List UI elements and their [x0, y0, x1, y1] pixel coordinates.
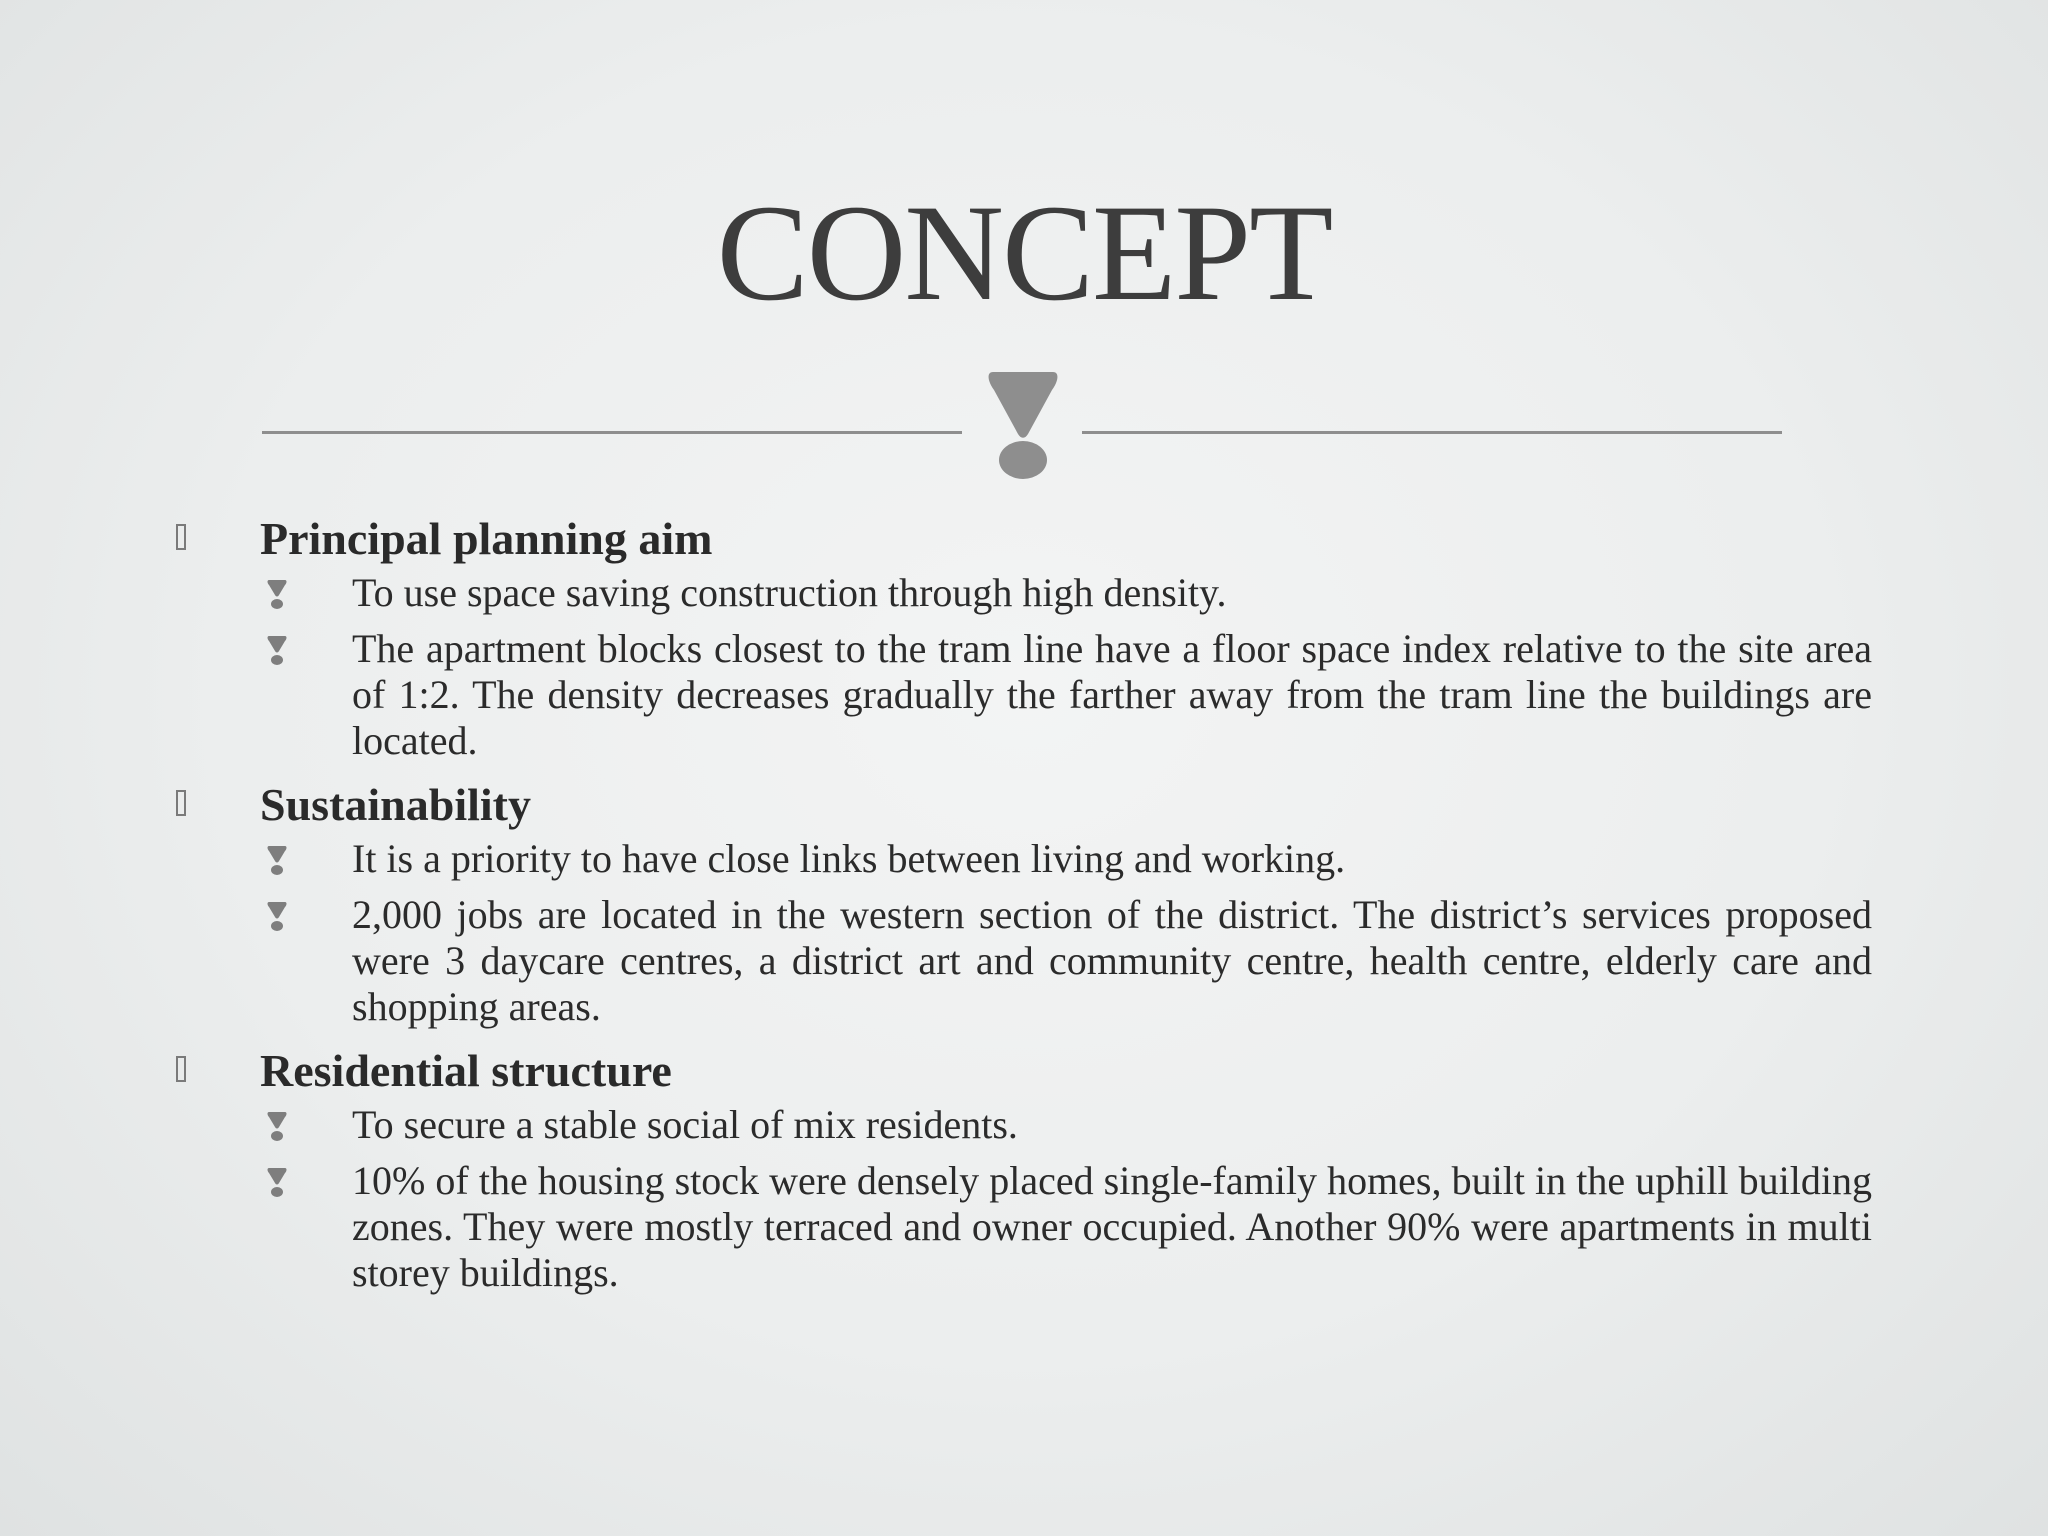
exclamation-bullet-icon [267, 846, 287, 876]
exclamation-bullet-icon [267, 902, 287, 932]
list-item-text: 2,000 jobs are located in the western section of the district. The district’s services proposed were 3 daycare centres, a district art and community centre, health centre, elderly care and shopping areas. [352, 892, 1872, 1029]
list-item [172, 1158, 1872, 1296]
section-heading-text: Sustainability [260, 779, 531, 830]
list-item [172, 892, 1872, 1030]
title-divider [262, 372, 1782, 482]
list-item-text: To secure a stable social of mix residents. [352, 1102, 1018, 1147]
list-item-text: To use space saving construction through high density. [352, 570, 1227, 615]
section-principal-planning-aim [172, 508, 1872, 764]
exclamation-ornament-icon [988, 372, 1058, 482]
section-heading-text: Principal planning aim [260, 513, 713, 564]
exclamation-bullet-icon [267, 1168, 287, 1198]
divider-rule-right [1082, 431, 1782, 434]
section-heading [172, 774, 1872, 836]
section-sustainability [172, 774, 1872, 1030]
section-heading [172, 508, 1872, 570]
exclamation-bullet-icon [267, 1112, 287, 1142]
exclamation-bullet-icon [267, 636, 287, 666]
bullet-list [172, 570, 1872, 764]
list-item [172, 836, 1872, 882]
section-residential-structure [172, 1040, 1872, 1296]
square-bullet-icon [176, 790, 186, 816]
slide-content [172, 508, 1872, 1306]
bullet-list [172, 836, 1872, 1030]
section-heading [172, 1040, 1872, 1102]
square-bullet-icon [176, 1056, 186, 1082]
section-heading-text: Residential structure [260, 1045, 672, 1096]
list-item-text: 10% of the housing stock were densely placed single-family homes, built in the uphill building zones. They were mostly terraced and owner occupied. Another 90% were apartments in multi storey buildings. [352, 1158, 1872, 1295]
exclamation-bullet-icon [267, 580, 287, 610]
list-item [172, 1102, 1872, 1148]
bullet-list [172, 1102, 1872, 1296]
list-item [172, 570, 1872, 616]
square-bullet-icon [176, 524, 186, 550]
list-item [172, 626, 1872, 764]
list-item-text: It is a priority to have close links between living and working. [352, 836, 1346, 881]
list-item-text: The apartment blocks closest to the tram line have a floor space index relative to the site area of 1:2. The density decreases gradually the farther away from the tram line the buildings are located. [352, 626, 1872, 763]
slide-title: CONCEPT [716, 176, 1332, 329]
divider-rule-left [262, 431, 962, 434]
